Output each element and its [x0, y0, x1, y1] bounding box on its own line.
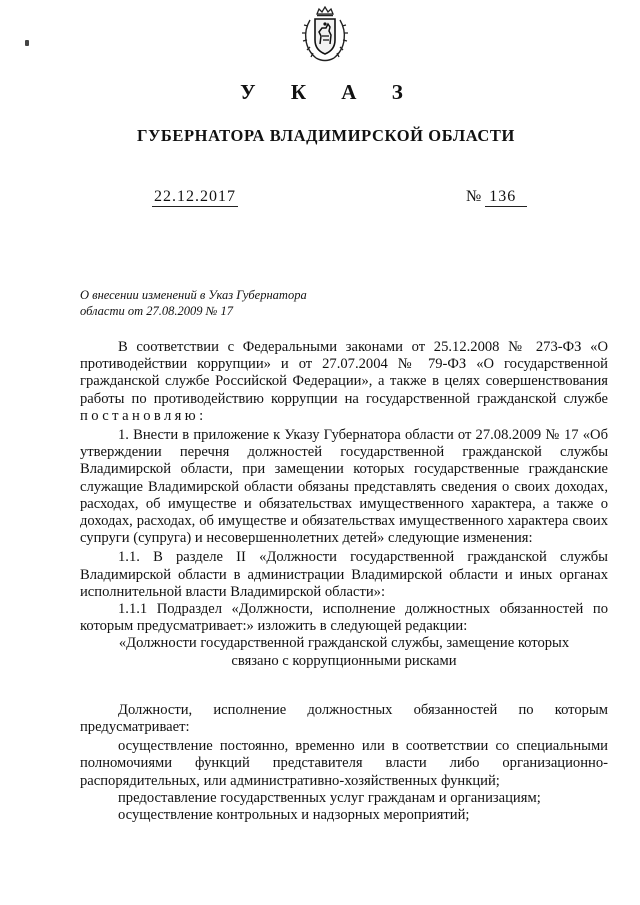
number-value: 136	[485, 188, 527, 207]
decree-word: постановляю:	[80, 407, 207, 424]
document-subtitle: ГУБЕРНАТОРА ВЛАДИМИРСКОЙ ОБЛАСТИ	[137, 126, 515, 145]
paragraph-1-1: 1.1. В разделе II «Должности государственной гражданской службы Владимирской области в администрации Владимирской области и иных органах исполнительной власти Владимирской области»:	[80, 549, 608, 600]
paragraph-control: осуществление контрольных и надзорных мероприятий;	[118, 807, 470, 824]
coat-of-arms-icon	[302, 6, 348, 64]
paragraph-positions: Должности, исполнение должностных обязанностей по которым предусматривает:	[80, 701, 608, 736]
quoted-heading-line-2: связано с коррупционными рисками	[231, 652, 457, 669]
document-number	[466, 188, 527, 207]
paragraph-1-1-1: 1.1.1 Подраздел «Должности, исполнение должностных обязанностей по которым предусматривает:» изложить в следующей редакции:	[80, 601, 608, 635]
document-heading	[80, 287, 380, 319]
number-prefix: №	[466, 188, 482, 205]
heading-line-1: О внесении изменений в Указ Губернатора	[80, 288, 307, 302]
paragraph-functions: осуществление постоянно, временно или в соответствии со специальными полномочиями функций представителя власти либо организационно-распорядительных, или административно-хозяйственных функций;	[80, 738, 608, 789]
quoted-heading-line-1: «Должности государственной гражданской службы, замещение которых	[118, 635, 570, 652]
paragraph-services: предоставление государственных услуг гражданам и организациям;	[118, 789, 541, 806]
paragraph-1: 1. Внести в приложение к Указу Губернатора области от 27.08.2009 № 17 «Об утверждении перечня должностей государственной гражданской службы Владимирской области, при замещении которых государственные гражданские служащие Владимирской области обязаны представлять сведения о своих доходах, расходах, об имуществе и обязательствах имущественного характера, а также о доходах, расходах, об имуществе и обязательствах имущественного характера своих супруги (супруга) и несовершеннолетних детей» следующие изменения:	[80, 427, 608, 547]
heading-line-2: области от 27.08.2009 № 17	[80, 304, 234, 318]
paragraph-preamble	[80, 339, 608, 425]
document-body	[80, 339, 608, 824]
document-title: У К А З	[240, 80, 418, 104]
document-date: 22.12.2017	[154, 188, 236, 205]
spacer	[80, 670, 608, 702]
preamble-text: В соответствии с Федеральными законами от 25.12.2008 № 273-ФЗ «О противодействии коррупции» и от 27.07.2004 № 79-ФЗ «О государственной гражданской службе Российской Федерации», а также в целях совершенствования работы по противодействию коррупции на государственной гражданской службе	[80, 339, 608, 407]
margin-mark	[25, 40, 29, 46]
